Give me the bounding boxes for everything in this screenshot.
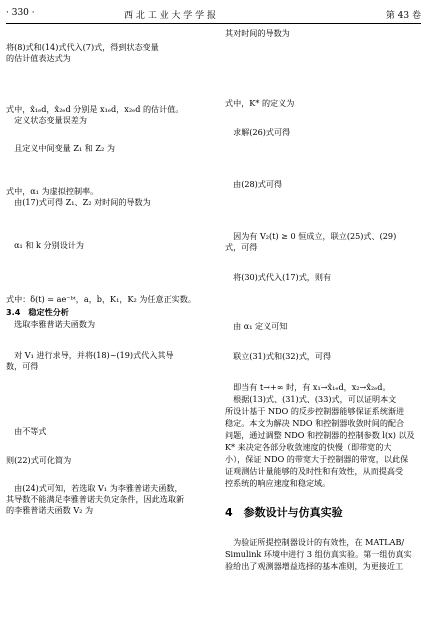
- text-line: 由(17)式可得 Z₁、Z₂ 对时间的导数为: [6, 197, 151, 207]
- left-column: [6, 28, 202, 628]
- header-rule: [6, 23, 421, 24]
- page-number: · 330 ·: [6, 8, 35, 18]
- text-line: 由(24)式可知，若选取 V₁ 为李雅普诺夫函数，: [6, 483, 183, 493]
- text-line: 式，可得: [225, 242, 258, 252]
- text-line: 的李雅普诺夫函数 V₂ 为: [6, 505, 94, 515]
- text-line: 式中，x̂₁ₑd，x̂₂ₑd 分别是 x₁ₑd，x₂ₑd 的估计值。: [6, 104, 184, 114]
- text-line: 联立(31)式和(32)式，可得: [225, 351, 332, 361]
- text-line: 证观测估计量能够的及时性和有效性，从而提高受: [225, 466, 404, 476]
- text-line: Simulink 环境中进行 3 组仿真实验。第一组仿真实: [225, 549, 412, 559]
- text-line: 由不等式: [6, 426, 47, 436]
- text-line: 根据(13)式、(31)式、(33)式，可以证明本文: [225, 394, 397, 404]
- text-line: α₁ 和 k 分别设计为: [6, 240, 84, 250]
- text-line: 且定义中间变量 Z₁ 和 Z₂ 为: [6, 143, 115, 153]
- text-line: 则(22)式可化简为: [6, 455, 72, 465]
- text-line: 求解(26)式可得: [225, 127, 291, 137]
- text-line: 选取李雅普诺夫函数为: [6, 319, 96, 329]
- text-line: 将(30)式代入(17)式，则有: [225, 272, 332, 282]
- text-line: 定义状态变量误差为: [6, 115, 87, 125]
- text-line: 控系统的响应速度和稳定域。: [225, 478, 331, 488]
- text-line: 因为有 V₂(t) ≥ 0 恒成立，联立(25)式、(29): [225, 231, 397, 241]
- text-line: 所设计基于 NDO 的反步控制器能够保证系统渐进: [225, 406, 405, 416]
- journal-title: 西 北 工 业 大 学 学 报: [124, 11, 217, 21]
- text-line: 将(8)式和(14)式代入(7)式，得到状态变量: [6, 42, 159, 52]
- text-line: 对 V₁ 进行求导，并将(18)~(19)式代入其导: [6, 350, 174, 360]
- text-line: 由(28)式可得: [225, 179, 283, 189]
- text-line: 数，可得: [6, 361, 39, 371]
- text-line: 问题，通过调整 NDO 和控制器的控制参数 l(x) 以及: [225, 430, 415, 440]
- text-line: 式中：δ(t) = ae⁻ᵇᵗ，a，b，K₁，K₂ 为任意正实数。: [6, 294, 196, 304]
- text-line: K* 来决定各部分收敛速度的快慢（即带宽的大: [225, 442, 392, 452]
- right-column: [225, 28, 421, 628]
- subsection-heading: 3.4 稳定性分析: [6, 307, 69, 317]
- text-line: 为验证所提控制器设计的有效性，在 MATLAB/: [225, 537, 405, 547]
- volume-label: 第 43 卷: [385, 11, 421, 21]
- text-line: 其对时间的导数为: [225, 28, 290, 38]
- text-line: 稳定。本文为解决 NDO 和控制器收敛时间的配合: [225, 418, 405, 428]
- text-line: 式中，α₁ 为虚拟控制率。: [6, 186, 99, 196]
- section-heading: 4 参数设计与仿真实验: [225, 506, 343, 519]
- running-header: [6, 8, 421, 22]
- text-line: 式中，K* 的定义为: [225, 98, 295, 108]
- text-line: 其导数不能满足李雅普诺夫负定条件，因此选取新: [6, 494, 185, 504]
- text-line: 即当有 t→+∞ 时，有 x₁→x̂₁ₑd，x₂→x̂₂ₑd。: [225, 382, 391, 392]
- text-line: 的估计值表达式为: [6, 53, 71, 63]
- text-line: 由 α₁ 定义可知: [225, 321, 288, 331]
- text-line: 小），保证 NDO 的带宽大于控制器的带宽，以此保: [225, 454, 409, 464]
- text-line: 验给出了观测器增益选择的基本准则，为更接近工: [225, 561, 404, 571]
